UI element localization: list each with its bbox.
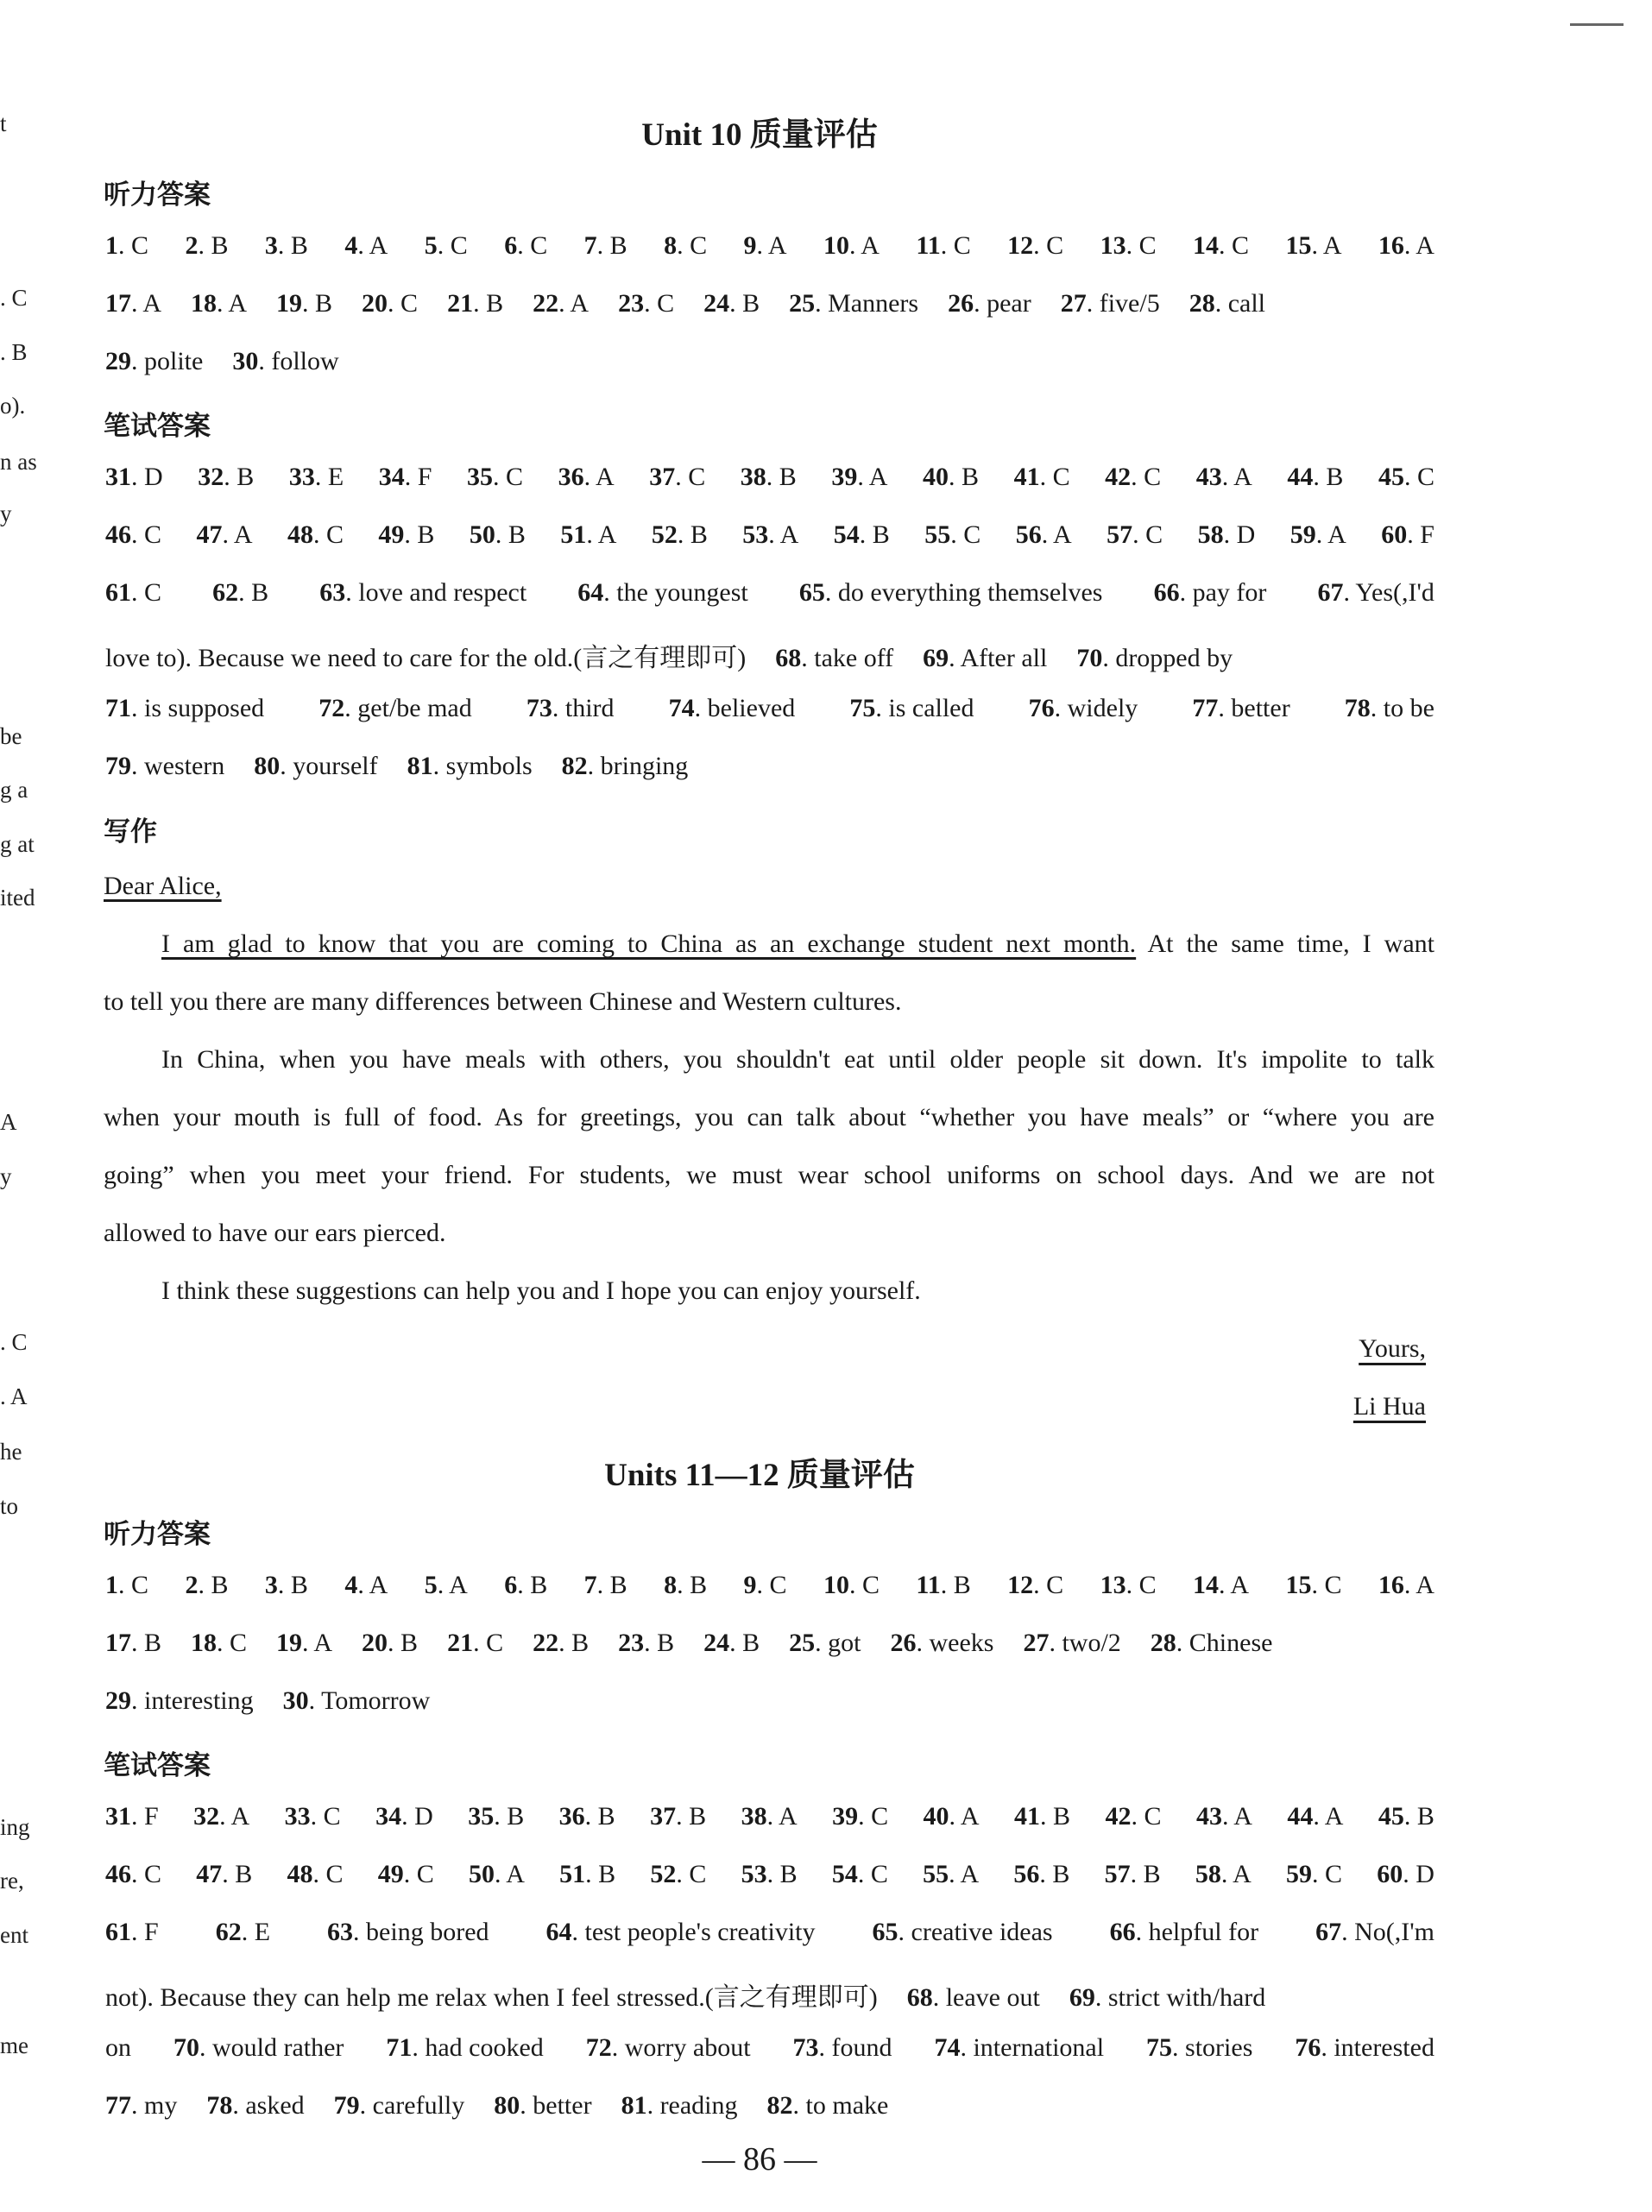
answer-item: 12. C (1007, 1571, 1064, 1599)
answer-item: 45. B (1378, 1802, 1434, 1831)
answer-row (105, 694, 1434, 723)
answer-item: 27. two/2 (1023, 1629, 1121, 1657)
answer-item: 8. C (664, 231, 708, 260)
answer-item: 61. F (105, 1918, 159, 1946)
answer-item: 63. love and respect (319, 578, 527, 607)
answer-item: love to). Because we need to care for the old.(言之有理即可) (105, 644, 747, 672)
answer-item: 2. B (185, 231, 229, 260)
answer-item: 68. leave out (906, 1983, 1040, 2012)
answer-item: 18. A (191, 289, 248, 318)
answer-item: 51. B (559, 1860, 616, 1888)
letter-paragraph-2-line-3: going” when you meet your friend. For students, we must wear school uniforms on school days. And we are not (104, 1161, 1434, 1189)
answer-item: 13. C (1100, 231, 1157, 260)
letter-paragraph-2-line-2: when your mouth is full of food. As for greetings, you can talk about “whether you have meals” or “where you are (104, 1103, 1434, 1131)
answer-item: 33. E (288, 463, 344, 491)
answer-item: 1. C (105, 1571, 149, 1599)
answer-item: 44. B (1287, 463, 1344, 491)
answer-item: 6. B (504, 1571, 548, 1599)
answer-item: on (105, 2033, 131, 2062)
answer-item: 58. A (1195, 1860, 1252, 1888)
answer-item: 3. B (264, 231, 308, 260)
answer-row (105, 1629, 1434, 1658)
answer-item: 23. B (618, 1629, 675, 1657)
answer-item: 40. A (923, 1802, 980, 1831)
answer-item: 56. A (1015, 520, 1072, 549)
answer-item: 23. C (618, 289, 675, 318)
answer-item: 75. stories (1146, 2033, 1253, 2062)
answer-item: 50. A (468, 1860, 525, 1888)
left-margin-fragment: g a (0, 777, 28, 803)
answer-item: 82. bringing (561, 752, 689, 780)
left-margin-fragment: t (0, 110, 7, 136)
left-margin-fragment: ing (0, 1814, 30, 1840)
answer-item: 71. is supposed (105, 694, 265, 722)
answer-item: 61. C (105, 578, 162, 607)
answer-item: 43. A (1195, 1802, 1252, 1831)
answer-item: 12. C (1007, 231, 1064, 260)
answer-item: 60. F (1381, 520, 1434, 549)
answer-item: 79. carefully (333, 2091, 465, 2120)
answer-item: 71. had cooked (386, 2033, 544, 2062)
answer-item: 62. B (212, 578, 269, 607)
answer-item: 77. my (105, 2091, 178, 2120)
answer-item: 37. C (649, 463, 706, 491)
answer-item: 22. A (533, 289, 590, 318)
letter-closing: Yours, (1359, 1334, 1426, 1363)
answer-item: 49. C (377, 1860, 434, 1888)
answer-row (105, 463, 1434, 492)
answer-item: 55. A (923, 1860, 980, 1888)
answer-item: 5. A (424, 1571, 468, 1599)
answer-item: 66. pay for (1153, 578, 1267, 607)
answer-item: 20. C (362, 289, 419, 318)
left-margin-fragment: . A (0, 1383, 28, 1409)
unit10-written-label: 笔试答案 (104, 411, 211, 442)
answer-item: 4. A (344, 1571, 388, 1599)
answer-item: 64. the youngest (577, 578, 748, 607)
answer-row (105, 752, 1434, 781)
answer-item: 66. helpful for (1109, 1918, 1259, 1946)
answer-item: 67. No(,I'm (1315, 1918, 1434, 1946)
left-margin-fragment: be (0, 723, 22, 749)
writing-label: 写作 (104, 816, 157, 848)
answer-item: 25. Manners (789, 289, 919, 318)
letter-paragraph-2-line-1: In China, when you have meals with others, you shouldn't eat until older people sit down. It's impolite to talk (161, 1045, 1434, 1074)
answer-item: 64. test people's creativity (545, 1918, 816, 1946)
answer-item: 65. do everything themselves (798, 578, 1103, 607)
answer-item: 3. B (264, 1571, 308, 1599)
answer-item: 57. C (1107, 520, 1163, 549)
left-margin-fragment: . C (0, 1329, 28, 1355)
answer-item: 6. C (504, 231, 548, 260)
answer-item: 7. B (583, 1571, 627, 1599)
answer-item: 69. strict with/hard (1069, 1983, 1266, 2012)
answer-item: 34. F (378, 463, 432, 491)
answer-item: 53. A (742, 520, 799, 549)
answer-item: 39. A (831, 463, 888, 491)
left-margin-fragment: ited (0, 885, 35, 911)
left-margin-fragment: y (0, 501, 12, 526)
answer-row (105, 1802, 1434, 1831)
answer-item: 9. A (743, 231, 787, 260)
answer-item: 7. B (583, 231, 627, 260)
answer-item: 47. A (196, 520, 253, 549)
answer-item: 73. third (526, 694, 615, 722)
answer-item: 14. A (1193, 1571, 1250, 1599)
answer-item: 41. C (1013, 463, 1070, 491)
answer-item: 9. C (743, 1571, 787, 1599)
answer-item: 56. B (1013, 1860, 1070, 1888)
answer-item: 62. E (215, 1918, 271, 1946)
answer-item: 39. C (832, 1802, 889, 1831)
answer-item: 57. B (1104, 1860, 1161, 1888)
answer-item: 26. pear (948, 289, 1031, 318)
answer-item: 40. B (922, 463, 979, 491)
left-margin-fragment: y (0, 1163, 12, 1189)
answer-item: 32. B (198, 463, 255, 491)
answer-item: 38. B (740, 463, 797, 491)
answer-item: 11. C (916, 231, 971, 260)
answer-item: 35. B (468, 1802, 525, 1831)
answer-item: 55. C (924, 520, 981, 549)
letter-paragraph-3: I think these suggestions can help you and I hope you can enjoy yourself. (161, 1276, 921, 1305)
answer-item: 73. found (792, 2033, 892, 2062)
unit10-listening-label: 听力答案 (104, 180, 211, 211)
answer-item: 45. C (1378, 463, 1434, 491)
answer-item: 35. C (467, 463, 524, 491)
letter-signature: Li Hua (1352, 1392, 1426, 1421)
page-number: — 86 — (702, 2141, 817, 2177)
answer-item: 76. interested (1295, 2033, 1434, 2062)
answer-row (105, 1860, 1434, 1889)
answer-item: 59. C (1286, 1860, 1343, 1888)
answer-item: 60. D (1377, 1860, 1434, 1888)
answer-item: 29. interesting (105, 1686, 254, 1715)
unit11-listening-label: 听力答案 (104, 1519, 211, 1550)
answer-item: 65. creative ideas (872, 1918, 1053, 1946)
left-margin-fragment: ent (0, 1922, 28, 1948)
answer-item: 24. B (703, 1629, 760, 1657)
answer-item: 41. B (1014, 1802, 1071, 1831)
answer-row (105, 1918, 1434, 1947)
answer-item: 46. C (105, 1860, 162, 1888)
answer-item: 38. A (741, 1802, 798, 1831)
answer-item: 44. A (1287, 1802, 1344, 1831)
answer-item: 77. better (1192, 694, 1290, 722)
answer-item: 74. international (934, 2033, 1105, 2062)
answer-item: 47. B (196, 1860, 253, 1888)
answer-item: 16. A (1378, 231, 1434, 260)
answer-row (105, 520, 1434, 550)
letter-greeting: Dear Alice, (104, 872, 222, 900)
answer-row (105, 636, 1434, 674)
answer-item: 8. B (664, 1571, 708, 1599)
answer-item: 25. got (789, 1629, 861, 1657)
answer-row (105, 1686, 1434, 1716)
answer-item: 29. polite (105, 347, 204, 375)
answer-row (105, 231, 1434, 261)
answer-item: 54. C (831, 1860, 888, 1888)
answer-item: 1. C (105, 231, 149, 260)
answer-item: 18. C (191, 1629, 248, 1657)
left-margin-fragment: me (0, 2032, 28, 2058)
answer-item: 78. to be (1344, 694, 1434, 722)
left-margin-fragment: A (0, 1109, 17, 1135)
answer-item: 15. C (1285, 1571, 1342, 1599)
answer-row (105, 347, 1434, 376)
answer-item: 52. C (650, 1860, 707, 1888)
answer-item: 15. A (1285, 231, 1342, 260)
answer-item: 46. C (105, 520, 162, 549)
answer-item: 4. A (344, 231, 388, 260)
answer-item: 52. B (651, 520, 708, 549)
answer-item: 58. D (1197, 520, 1256, 549)
answer-item: 82. to make (766, 2091, 889, 2120)
answer-item: 30. follow (232, 347, 339, 375)
unit11-written-label: 笔试答案 (104, 1750, 211, 1781)
answer-row (105, 578, 1434, 608)
answer-item: 72. worry about (585, 2033, 751, 2062)
answer-item: 27. five/5 (1060, 289, 1160, 318)
answer-item: 75. is called (849, 694, 974, 722)
answer-item: 68. take off (775, 644, 894, 672)
answer-row (105, 1571, 1434, 1600)
answer-item: 49. B (378, 520, 435, 549)
answer-item: 36. A (558, 463, 615, 491)
answer-item: 19. B (276, 289, 333, 318)
answer-item: 21. C (447, 1629, 504, 1657)
answer-item: 22. B (533, 1629, 590, 1657)
answer-item: 21. B (447, 289, 504, 318)
answer-item: 43. A (1195, 463, 1252, 491)
answer-item: 51. A (560, 520, 617, 549)
answer-item: 63. being bored (327, 1918, 489, 1946)
answer-item: 14. C (1193, 231, 1250, 260)
answer-item: 48. C (287, 520, 344, 549)
answer-item: 16. A (1378, 1571, 1434, 1599)
unit10-title: Unit 10 质量评估 (641, 117, 878, 153)
answer-row (105, 2091, 1434, 2121)
left-margin-fragment: . C (0, 285, 28, 311)
answer-item: 17. B (105, 1629, 162, 1657)
answer-item: 81. reading (621, 2091, 738, 2120)
answer-item: 19. A (276, 1629, 333, 1657)
answer-item: 17. A (105, 289, 162, 318)
answer-item: 69. After all (923, 644, 1048, 672)
answer-item: 76. widely (1028, 694, 1138, 722)
answer-item: 34. D (375, 1802, 433, 1831)
answer-item: 42. C (1105, 463, 1162, 491)
answer-item: 28. call (1189, 289, 1266, 318)
answer-item: 11. B (916, 1571, 971, 1599)
answer-item: 24. B (703, 289, 760, 318)
answer-item: not). Because they can help me relax when I feel stressed.(言之有理即可) (105, 1983, 878, 2012)
answer-item: 78. asked (206, 2091, 305, 2120)
answer-item: 48. C (287, 1860, 344, 1888)
answer-item: 70. would rather (173, 2033, 344, 2062)
answer-item: 33. C (284, 1802, 341, 1831)
left-margin-fragment: re, (0, 1868, 24, 1894)
answer-item: 59. A (1289, 520, 1346, 549)
answer-item: 53. B (741, 1860, 798, 1888)
answer-item: 80. better (494, 2091, 592, 2120)
answer-item: 67. Yes(,I'd (1317, 578, 1434, 607)
left-margin-fragment: o). (0, 393, 26, 419)
answer-item: 28. Chinese (1150, 1629, 1273, 1657)
answer-item: 31. D (105, 463, 163, 491)
left-margin-fragment: to (0, 1493, 19, 1519)
left-margin-fragment: n as (0, 449, 37, 475)
answer-row (105, 1976, 1434, 2013)
answer-item: 2. B (185, 1571, 229, 1599)
answer-item: 72. get/be mad (318, 694, 472, 722)
answer-item: 26. weeks (890, 1629, 994, 1657)
answer-item: 74. believed (668, 694, 796, 722)
answer-row (105, 2033, 1434, 2063)
answer-item: 37. B (650, 1802, 707, 1831)
letter-paragraph-2-line-4: allowed to have our ears pierced. (104, 1219, 446, 1247)
answer-item: 10. C (823, 1571, 880, 1599)
left-margin-fragment: . B (0, 339, 28, 365)
answer-item: 13. C (1100, 1571, 1157, 1599)
answer-item: 81. symbols (407, 752, 533, 780)
answer-item: 20. B (362, 1629, 419, 1657)
answer-row (105, 289, 1434, 318)
letter-paragraph-1-line-1: I am glad to know that you are coming to China as an exchange student next month. At the same time, I want (161, 930, 1434, 958)
answer-item: 79. western (105, 752, 225, 780)
answer-item: 70. dropped by (1076, 644, 1233, 672)
answer-item: 42. C (1105, 1802, 1162, 1831)
letter-paragraph-1-line-2: to tell you there are many differences between Chinese and Western cultures. (104, 987, 902, 1016)
answer-item: 10. A (823, 231, 880, 260)
answer-item: 80. yourself (254, 752, 378, 780)
answer-item: 36. B (558, 1802, 615, 1831)
left-margin-fragment: g at (0, 831, 35, 857)
answer-item: 5. C (424, 231, 468, 260)
corner-rule (1570, 23, 1624, 26)
answer-item: 31. F (105, 1802, 159, 1831)
left-margin-fragment: he (0, 1439, 22, 1465)
answer-item: 50. B (469, 520, 526, 549)
answer-item: 32. A (193, 1802, 250, 1831)
answer-item: 30. Tomorrow (282, 1686, 431, 1715)
answer-item: 54. B (833, 520, 890, 549)
unit11-title: Units 11—12 质量评估 (604, 1458, 915, 1493)
